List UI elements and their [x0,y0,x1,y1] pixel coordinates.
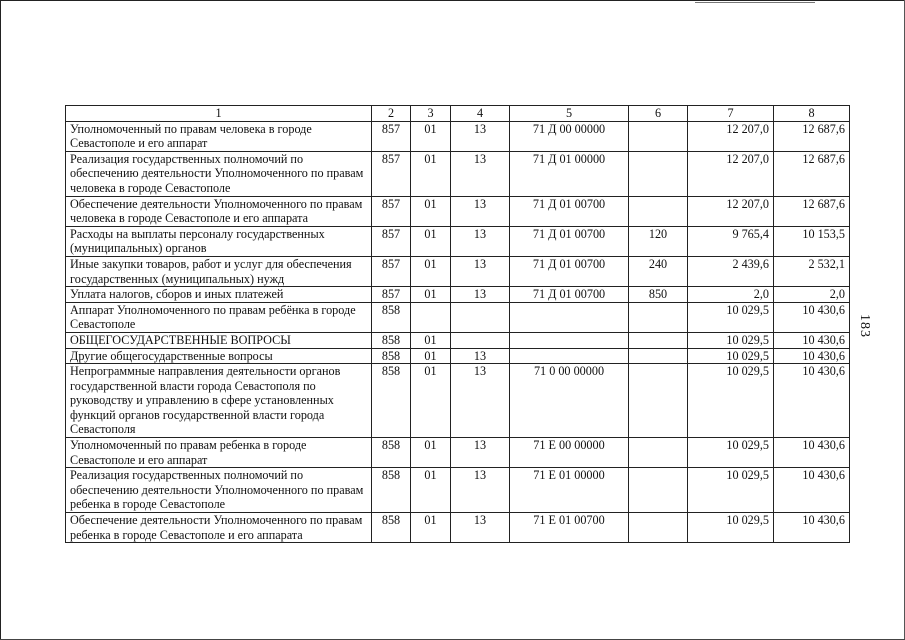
section-cell: 01 [411,332,451,348]
amount-year-2-cell: 12 687,6 [774,151,850,196]
subsection-cell: 13 [451,226,510,256]
expense-type-cell [629,121,688,151]
expense-type-cell [629,348,688,364]
amount-year-1-cell: 12 207,0 [688,196,774,226]
amount-year-2-cell: 10 430,6 [774,348,850,364]
amount-year-1-cell: 2,0 [688,287,774,303]
subsection-cell: 13 [451,287,510,303]
row-name-cell: Другие общегосударственные вопросы [66,348,372,364]
column-header-7: 7 [688,106,774,122]
admin-code-cell: 858 [372,348,411,364]
subsection-cell: 13 [451,196,510,226]
row-name-cell: Уплата налогов, сборов и иных платежей [66,287,372,303]
target-item-cell: 71 0 00 00000 [510,364,629,438]
page-border-top [0,0,905,1]
column-header-2: 2 [372,106,411,122]
amount-year-1-cell: 12 207,0 [688,151,774,196]
row-name-cell: ОБЩЕГОСУДАРСТВЕННЫЕ ВОПРОСЫ [66,332,372,348]
table-row [66,151,850,196]
target-item-cell: 71 Д 01 00700 [510,196,629,226]
amount-year-1-cell: 10 029,5 [688,513,774,543]
section-cell: 01 [411,468,451,513]
admin-code-cell: 858 [372,302,411,332]
expense-type-cell [629,151,688,196]
expense-type-cell [629,513,688,543]
amount-year-1-cell: 10 029,5 [688,348,774,364]
row-name-cell: Реализация государственных полномочий по обеспечению деятельности Уполномоченного по правам человека в городе Севастополе [66,151,372,196]
section-cell: 01 [411,196,451,226]
target-item-cell: 71 Д 01 00700 [510,256,629,286]
amount-year-2-cell: 10 153,5 [774,226,850,256]
table-row [66,226,850,256]
admin-code-cell: 857 [372,226,411,256]
subsection-cell: 13 [451,121,510,151]
admin-code-cell: 857 [372,151,411,196]
section-cell: 01 [411,364,451,438]
expense-type-cell [629,302,688,332]
target-item-cell: 71 Е 01 00700 [510,513,629,543]
amount-year-2-cell: 10 430,6 [774,302,850,332]
admin-code-cell: 857 [372,287,411,303]
budget-table [65,105,850,543]
target-item-cell: 71 Е 01 00000 [510,468,629,513]
page-number: 183 [857,314,872,338]
table-row [66,468,850,513]
section-cell: 01 [411,121,451,151]
expense-type-cell [629,438,688,468]
row-name-cell: Обеспечение деятельности Уполномоченного по правам ребенка в городе Севастополе и его аппарата [66,513,372,543]
table-row [66,287,850,303]
target-item-cell [510,348,629,364]
expense-type-cell [629,332,688,348]
amount-year-1-cell: 10 029,5 [688,438,774,468]
scan-artifact-line [695,2,815,3]
expense-type-cell [629,468,688,513]
admin-code-cell: 858 [372,468,411,513]
target-item-cell: 71 Д 00 00000 [510,121,629,151]
row-name-cell: Аппарат Уполномоченного по правам ребёнка в городе Севастополе [66,302,372,332]
row-name-cell: Обеспечение деятельности Уполномоченного по правам человека в городе Севастополе и его аппарата [66,196,372,226]
section-cell: 01 [411,287,451,303]
column-header-6: 6 [629,106,688,122]
column-header-8: 8 [774,106,850,122]
amount-year-1-cell: 12 207,0 [688,121,774,151]
row-name-cell: Уполномоченный по правам ребенка в городе Севастополе и его аппарат [66,438,372,468]
row-name-cell: Расходы на выплаты персоналу государственных (муниципальных) органов [66,226,372,256]
target-item-cell: 71 Д 01 00000 [510,151,629,196]
table-row [66,196,850,226]
section-cell: 01 [411,348,451,364]
expense-type-cell [629,364,688,438]
expense-type-cell: 240 [629,256,688,286]
target-item-cell: 71 Д 01 00700 [510,287,629,303]
expense-type-cell: 850 [629,287,688,303]
target-item-cell [510,332,629,348]
subsection-cell: 13 [451,256,510,286]
section-cell [411,302,451,332]
row-name-cell: Непрограммные направления деятельности органов государственной власти города Севастополя по руководству и управлению в сфере установленных функций органов государственной власти города Севастополя [66,364,372,438]
table-row [66,348,850,364]
amount-year-1-cell: 10 029,5 [688,302,774,332]
subsection-cell: 13 [451,438,510,468]
amount-year-2-cell: 12 687,6 [774,196,850,226]
table-row [66,302,850,332]
admin-code-cell: 858 [372,438,411,468]
admin-code-cell: 857 [372,196,411,226]
amount-year-2-cell: 10 430,6 [774,332,850,348]
target-item-cell: 71 Д 01 00700 [510,226,629,256]
amount-year-2-cell: 10 430,6 [774,513,850,543]
target-item-cell [510,302,629,332]
section-cell: 01 [411,438,451,468]
amount-year-1-cell: 9 765,4 [688,226,774,256]
amount-year-1-cell: 10 029,5 [688,364,774,438]
page-border-left [0,0,1,640]
column-header-3: 3 [411,106,451,122]
amount-year-2-cell: 12 687,6 [774,121,850,151]
subsection-cell: 13 [451,151,510,196]
section-cell: 01 [411,256,451,286]
target-item-cell: 71 Е 00 00000 [510,438,629,468]
table-row [66,364,850,438]
subsection-cell: 13 [451,513,510,543]
row-name-cell: Иные закупки товаров, работ и услуг для обеспечения государственных (муниципальных) нужд [66,256,372,286]
subsection-cell: 13 [451,468,510,513]
column-header-4: 4 [451,106,510,122]
table-row [66,121,850,151]
expense-type-cell [629,196,688,226]
table-row [66,438,850,468]
amount-year-2-cell: 10 430,6 [774,364,850,438]
admin-code-cell: 857 [372,121,411,151]
admin-code-cell: 858 [372,364,411,438]
row-name-cell: Реализация государственных полномочий по обеспечению деятельности Уполномоченного по правам ребенка в городе Севастополе [66,468,372,513]
admin-code-cell: 857 [372,256,411,286]
amount-year-2-cell: 2,0 [774,287,850,303]
subsection-cell: 13 [451,348,510,364]
amount-year-1-cell: 10 029,5 [688,332,774,348]
admin-code-cell: 858 [372,513,411,543]
subsection-cell: 13 [451,364,510,438]
table-header-row [66,106,850,122]
expense-type-cell: 120 [629,226,688,256]
amount-year-2-cell: 10 430,6 [774,468,850,513]
table-row [66,332,850,348]
table-row [66,513,850,543]
subsection-cell [451,332,510,348]
amount-year-1-cell: 10 029,5 [688,468,774,513]
row-name-cell: Уполномоченный по правам человека в городе Севастополе и его аппарат [66,121,372,151]
subsection-cell [451,302,510,332]
table-row [66,256,850,286]
column-header-5: 5 [510,106,629,122]
amount-year-2-cell: 2 532,1 [774,256,850,286]
amount-year-1-cell: 2 439,6 [688,256,774,286]
admin-code-cell: 858 [372,332,411,348]
section-cell: 01 [411,226,451,256]
section-cell: 01 [411,151,451,196]
table-body [66,121,850,543]
amount-year-2-cell: 10 430,6 [774,438,850,468]
section-cell: 01 [411,513,451,543]
column-header-1: 1 [66,106,372,122]
